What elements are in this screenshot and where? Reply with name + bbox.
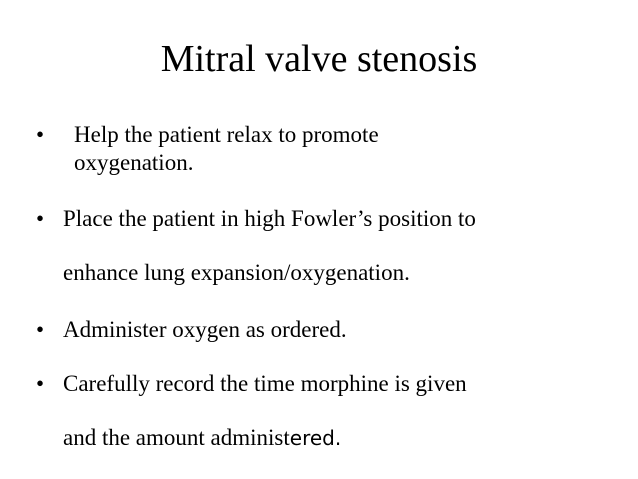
bullet-text-line: Place the patient in high Fowler’s position to: [63, 206, 476, 231]
bullet-text-line: [63, 424, 341, 452]
bullet-text-line: Help the patient relax to promote: [74, 122, 379, 147]
slide-title: Mitral valve stenosis: [160, 38, 478, 80]
bullet-text-main: and the amount administ: [63, 425, 290, 450]
bullet-dot-icon: •: [36, 317, 45, 342]
bullet-text-tail: ered.: [289, 426, 342, 450]
bullet-dot-icon: •: [36, 371, 45, 396]
bullet-dot-icon: •: [36, 122, 45, 147]
bullet-dot-icon: •: [36, 206, 45, 231]
bullet-text-line: enhance lung expansion/oxygenation.: [63, 260, 410, 285]
bullet-text-line: oxygenation.: [74, 150, 194, 175]
bullet-text-line: Carefully record the time morphine is given: [63, 371, 467, 396]
bullet-text-line: Administer oxygen as ordered.: [63, 317, 347, 342]
